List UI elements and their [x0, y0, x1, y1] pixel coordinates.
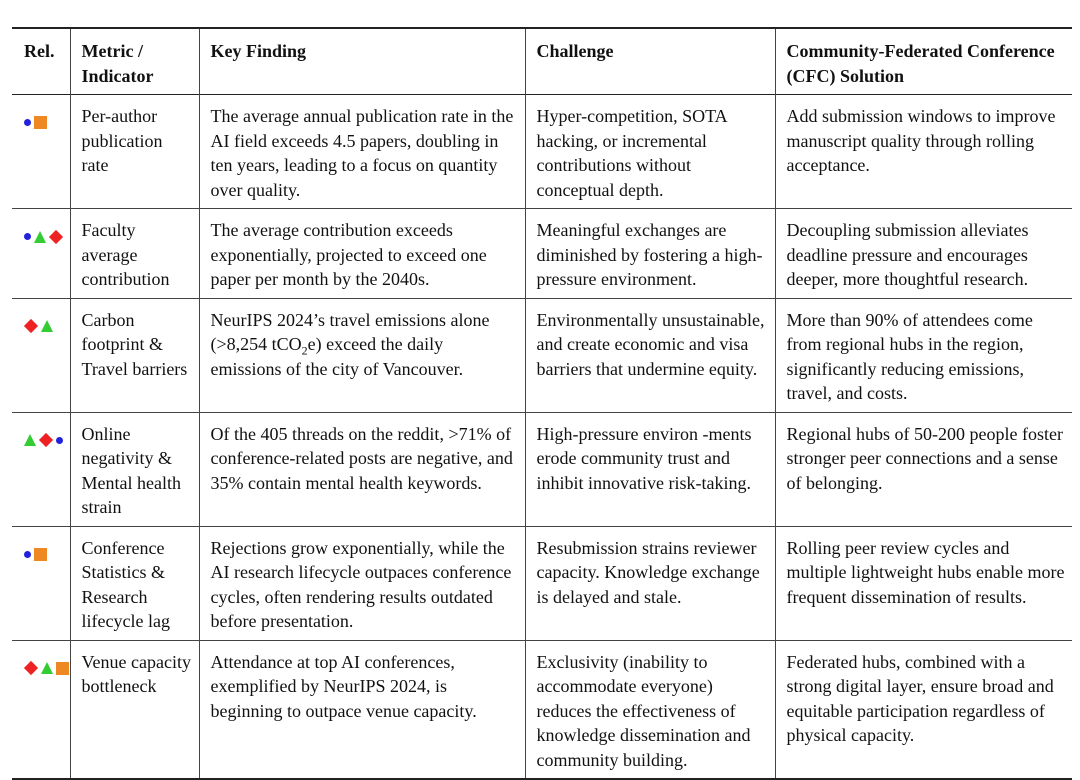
- relevance-markers: [12, 298, 70, 412]
- diamond-icon: [39, 433, 53, 447]
- comparison-table: [12, 27, 1072, 780]
- solution-cell: More than 90% of attendees come from regional hubs in the region, significantly reducing emissions, travel, and costs.: [775, 298, 1072, 412]
- diamond-icon: [49, 230, 63, 244]
- table-row: [12, 298, 1072, 412]
- circle-icon: [24, 119, 31, 126]
- triangle-icon: [41, 320, 53, 332]
- header-rel: Rel.: [24, 41, 55, 61]
- square-icon: [34, 116, 47, 129]
- finding-cell: [199, 298, 525, 412]
- circle-icon: [24, 233, 31, 240]
- relevance-markers: [12, 526, 70, 640]
- triangle-icon: [34, 231, 46, 243]
- triangle-icon: [41, 662, 53, 674]
- challenge-cell: Resubmission strains reviewer capacity. Knowledge exchange is delayed and stale.: [525, 526, 775, 640]
- finding-cell: Rejections grow exponentially, while the AI research lifecycle outpaces conference cycles, often rendering results outdated before presentation.: [199, 526, 525, 640]
- challenge-cell: Hyper-competition, SOTA hacking, or incremental contributions without conceptual depth.: [525, 95, 775, 209]
- finding-cell: Of the 405 threads on the reddit, >71% of conference-related posts are negative, and 35% contain mental health keywords.: [199, 412, 525, 526]
- header-finding: Key Finding: [199, 28, 525, 95]
- finding-cell: The average annual publication rate in the AI field exceeds 4.5 papers, doubling in ten years, leading to a focus on quantity over quality.: [199, 95, 525, 209]
- table-row: [12, 412, 1072, 526]
- solution-cell: Federated hubs, combined with a strong digital layer, ensure broad and equitable participation regardless of physical capacity.: [775, 640, 1072, 779]
- square-icon: [56, 662, 69, 675]
- challenge-cell: High-pressure environ -ments erode community trust and inhibit innovative risk-taking.: [525, 412, 775, 526]
- metric-cell: Online negativity & Mental health strain: [70, 412, 199, 526]
- finding-cell: Attendance at top AI conferences, exemplified by NeurIPS 2024, is beginning to outpace venue capacity.: [199, 640, 525, 779]
- relevance-markers: [12, 640, 70, 779]
- header-challenge: Challenge: [525, 28, 775, 95]
- finding-text-post: e) exceed the daily emissions of the city of Vancouver.: [210, 334, 464, 379]
- table-row: [12, 209, 1072, 299]
- diamond-icon: [24, 319, 38, 333]
- challenge-cell: Environmentally unsustainable, and create economic and visa barriers that undermine equity.: [525, 298, 775, 412]
- header-solution: Community-Federated Conference (CFC) Solution: [775, 28, 1072, 95]
- table-row: [12, 640, 1072, 779]
- finding-subscript: 2: [301, 343, 308, 358]
- relevance-markers: [12, 412, 70, 526]
- triangle-icon: [24, 434, 36, 446]
- metric-cell: Conference Statistics & Research lifecycle lag: [70, 526, 199, 640]
- solution-cell: Decoupling submission alleviates deadline pressure and encourages deeper, more thoughtful research.: [775, 209, 1072, 299]
- metric-cell: Venue capacity bottleneck: [70, 640, 199, 779]
- diamond-icon: [24, 661, 38, 675]
- metric-cell: Per-author publication rate: [70, 95, 199, 209]
- solution-cell: Regional hubs of 50-200 people foster stronger peer connections and a sense of belonging.: [775, 412, 1072, 526]
- solution-cell: Add submission windows to improve manuscript quality through rolling acceptance.: [775, 95, 1072, 209]
- finding-text-pre: NeurIPS 2024’s travel emissions alone (>8,254 tCO: [210, 309, 490, 354]
- relevance-markers: [12, 95, 70, 209]
- square-icon: [34, 548, 47, 561]
- solution-cell: Rolling peer review cycles and multiple lightweight hubs enable more frequent dissemination of results.: [775, 526, 1072, 640]
- metric-cell: Carbon footprint & Travel barriers: [70, 298, 199, 412]
- table-row: [12, 526, 1072, 640]
- finding-cell: The average contribution exceeds exponentially, projected to exceed one paper per month by the 2040s.: [199, 209, 525, 299]
- circle-icon: [24, 551, 31, 558]
- relevance-markers: [12, 209, 70, 299]
- circle-icon: [56, 437, 63, 444]
- table-row: [12, 95, 1072, 209]
- challenge-cell: Meaningful exchanges are diminished by fostering a high-pressure environment.: [525, 209, 775, 299]
- challenge-cell: Exclusivity (inability to accommodate everyone) reduces the effectiveness of knowledge dissemination and community building.: [525, 640, 775, 779]
- header-metric: Metric / Indicator: [70, 28, 199, 95]
- metric-cell: Faculty average contribution: [70, 209, 199, 299]
- header-row: [12, 28, 1072, 95]
